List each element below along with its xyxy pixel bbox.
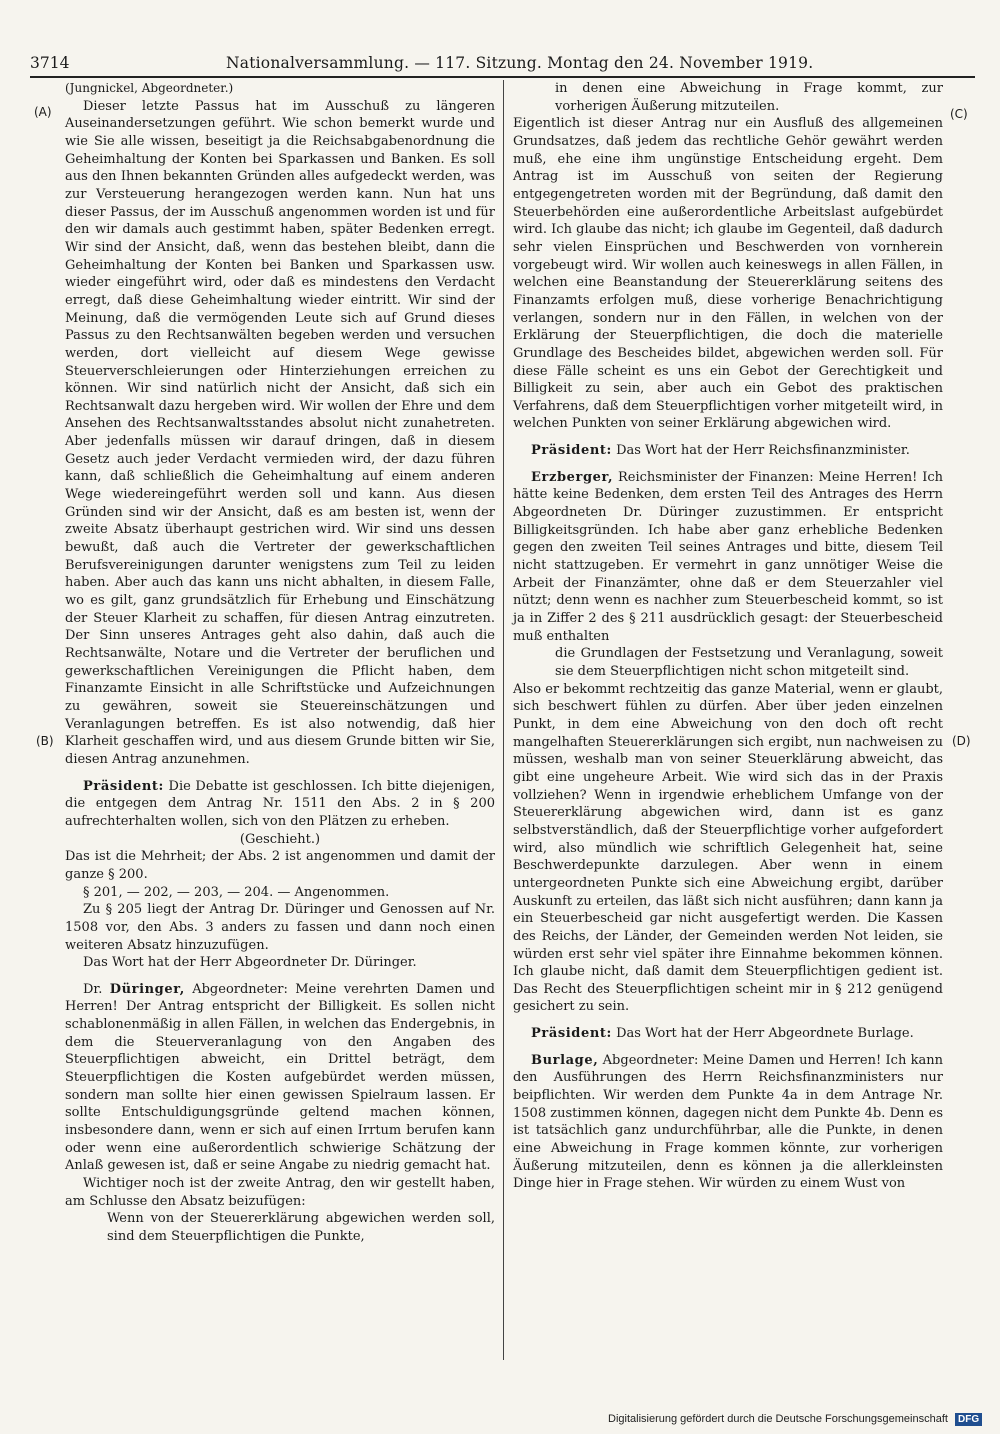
president-statement-1: Präsident: Die Debatte ist geschlossen. Ich bitte diejenigen, die entgegen dem Antrag Nr. 1511 den Abs. 2 in § 200 aufrechterhalten wollen, sich von den Plätzen zu erheben. (65, 778, 495, 829)
paragraph-votes: § 201, — 202, — 203, — 204. — Angenommen. (83, 884, 390, 900)
jungnickel-paragraph: Dieser letzte Passus hat im Ausschuß zu längeren Auseinandersetzungen geführt. Wie schon bemerkt wurde und wie Sie alle wissen, beseitigt ja die Reichsabgabenordnung die Geheimhaltung der Konten bei Sparkassen und Banken. Es soll aus den Ihnen bekannten Gründen alles aufgedeckt werden, was zur Versteuerung herangezogen werden kann. Nun hat uns dieser Passus, der im Ausschuß angenommen worden ist und für den wir damals auch gestimmt haben, später Bedenken erregt. Wir sind der Ansicht, daß, wenn das bestehen bleibt, dann die Geheimhaltung der Konten bei Banken und Sparkassen usw. wieder eingeführt wird, oder daß es mindestens den Verdacht erregt, daß diese Geheimhaltung wieder eintritt. Wir sind der Meinung, daß die vermögenden Leute sich auf Grund dieses Passus zu den Rechtsanwälten begeben werden und versuchen werden, dort vielleicht auf diesem Wege gewisse Steuerverschleierungen oder Hinterziehungen erreichen zu können. Wir sind natürlich nicht der Ansicht, daß sich ein Rechtsanwalt dazu hergeben wird. Wir wollen der Ehre und dem Ansehen des Rechtsanwaltsstandes absolut nicht zunahetreten. Aber jedenfalls müssen wir darauf dringen, daß in diesem Gesetz auch jeder Verdacht vermieden wird, der dazu führen kann, daß schließlich die Geheimhaltung auf einem anderen Wege wiedereingeführt werden soll und kann. Aus diesen Gründen sind wir der Ansicht, daß es am besten ist, wenn der zweite Absatz überhaupt gestrichen wird. Wir sind uns dessen bewußt, daß auch die Vertreter der gewerkschaftlichen Berufsvereinigungen darunter wenigstens zum Teil zu leiden haben. Aber auch das kann uns nicht abhalten, in diesem Falle, wo es gilt, ganz grundsätzlich für Erhebung und Einschätzung der Steuer Klarheit zu schaffen, für diesen Antrag einzutreten. Der Sinn unseres Antrages geht also dahin, daß auch die Rechtsanwälte, Notare und die Vertreter der beruflichen und gewerkschaftlichen Vereinigungen die Pflicht haben, dem Finanzamte Einsicht in alle Schriftstücke und Aufzeichnungen zu gewähren, soweit sie Steuereinschätzungen und Veranlagungen betreffen. Es ist also notwendig, daß hier Klarheit geschaffen wird, und aus diesem Grunde bitten wir Sie, diesen Antrag anzunehmen. (65, 98, 495, 767)
stage-direction: (Geschieht.) (239, 831, 321, 847)
dueringer-paragraph-2: Wichtiger noch ist der zweite Antrag, den wir gestellt haben, am Schlusse den Absatz beizufügen: (65, 1176, 495, 1209)
carry-over-speaker: (Jungnickel, Abgeordneter.) (65, 81, 234, 95)
motion-205: Zu § 205 liegt der Antrag Dr. Düringer und Genossen auf Nr. 1508 vor, den Abs. 3 anders zu fassen und dann noch einen weiteren Absatz hinzuzufügen. (65, 902, 495, 953)
margin-mark-b: (B) (36, 734, 54, 748)
quote-continuation: in denen eine Abweichung in Frage kommt, zur vorherigen Äußerung mitzuteilen. (555, 81, 943, 114)
header-rule (30, 76, 975, 78)
president-statement-2: Präsident: Das Wort hat der Herr Reichsfinanzminister. (531, 443, 910, 459)
speaker-name: Burlage, (531, 1052, 599, 1068)
page-number: 3714 (30, 54, 70, 72)
speaker-name: Präsident: (531, 443, 612, 459)
speaker-name: Düringer, (109, 981, 185, 997)
speaker-name: Präsident: (83, 778, 164, 794)
margin-mark-d: (D) (952, 734, 971, 748)
left-column (65, 80, 495, 1246)
running-head: Nationalversammlung. — 117. Sitzung. Montag den 24. November 1919. (226, 54, 814, 72)
digitization-footer (608, 1412, 988, 1426)
page-header (30, 50, 975, 76)
floor-given: Das Wort hat der Herr Abgeordneter Dr. Düringer. (83, 955, 417, 971)
dueringer-speech: Dr. Düringer, Abgeordneter: Meine verehrten Damen und Herren! Der Antrag entspricht der Billigkeit. Es sollen nicht schablonenmäßig in allen Fällen, in welchen das Endergebnis, in dem die Steuerveranlagung von den Angaben des Steuerpflichtigen abweicht, ein Drittel beträgt, dem Steuerpflichtigen die Kosten aufgebürdet werden müssen, sondern man sollte hier einen gewissen Spielraum lassen. Er sollte Entschuldigungsgründe geltend machen können, insbesondere dann, wenn er sich auf einen Irrtum berufen kann oder wenn eine außerordentlich schwierige Schätzung der Anlaß gewesen ist, daß er seine Angabe zu niedrig gemacht hat. (65, 981, 495, 1174)
column-divider (503, 80, 504, 1360)
right-column (513, 80, 943, 1193)
dueringer-quote: Wenn von der Steuererklärung abgewichen werden soll, sind dem Steuerpflichtigen die Punkte, (107, 1211, 495, 1244)
dueringer-paragraph-3: Eigentlich ist dieser Antrag nur ein Ausfluß des allgemeinen Grundsatzes, daß jedem das rechtliche Gehör gewährt werden muß, ehe eine ihm ungünstige Entscheidung ergeht. Dem Antrag ist im Ausschuß von seiten der Regierung entgegengetreten worden mit der Begründung, daß damit den Steuerbehörden eine außerordentliche Arbeitslast aufgebürdet wird. Ich glaube das nicht; ich glaube im Gegenteil, daß dadurch sehr vielen Einsprüchen und Beschwerden von vornherein vorgebeugt wird. Wir wollen auch keineswegs in allen Fällen, in welchen eine Beanstandung der Steuererklärung seitens des Finanzamts erfolgen muß, diese vorherige Benachrichtigung verlangen, sondern nur in den Fällen, in welchen von der Erklärung der Steuerpflichtigen, die doch die materielle Grundlage des Bescheides bildet, abgewichen werden soll. Für diese Fälle scheint es uns ein Gebot der Gerechtigkeit und Billigkeit zu sein, aber auch ein Gebot des praktischen Verfahrens, daß dem Steuerpflichtigen vorher mitgeteilt wird, in welchen Punkten von seiner Erklärung abgewichen wird. (513, 116, 943, 432)
margin-mark-c: (C) (950, 107, 968, 121)
dfg-logo: DFG (955, 1413, 982, 1426)
margin-mark-a: (A) (34, 105, 52, 119)
erzberger-quote: die Grundlagen der Festsetzung und Veranlagung, soweit sie dem Steuerpflichtigen nicht schon mitgeteilt sind. (555, 646, 943, 679)
vote-result: Das ist die Mehrheit; der Abs. 2 ist angenommen und damit der ganze § 200. (65, 849, 495, 882)
speaker-name: Präsident: (531, 1026, 612, 1042)
erzberger-speech: Erzberger, Reichsminister der Finanzen: Meine Herren! Ich hätte keine Bedenken, dem ersten Teil des Antrages des Herrn Abgeordneten Dr. Düringer zuzustimmen. Er entspricht Billigkeitsgründen. Ich habe aber ganz erhebliche Bedenken gegen den zweiten Teil seines Antrages und bitte, diesem Teil nicht stattzugeben. Er vermehrt in ganz unnötiger Weise die Arbeit der Finanzämter, ohne daß er dem Steuerzahler viel nützt; denn wenn es nachher zum Steuerbescheid kommt, so ist ja in Ziffer 2 des § 211 ausdrücklich gesagt: der Steuerbescheid muß enthalten (513, 469, 943, 644)
burlage-speech: Burlage, Abgeordneter: Meine Damen und Herren! Ich kann den Ausführungen des Herrn Reichsfinanzministers nur beipflichten. Wir werden dem Punkte 4a in dem Antrage Nr. 1508 zustimmen können, dagegen nicht dem Punkte 4b. Denn es ist tatsächlich ganz undurchführbar, alle die Punkte, in denen eine Abweichung in Frage kommen könnte, zur vorherigen Äußerung mitzuteilen, denn es können ja die allerkleinsten Dinge hier in Frage stehen. Wir würden zu einem Wust von (513, 1052, 944, 1192)
footer-text: Digitalisierung gefördert durch die Deutsche Forschungsgemeinschaft (608, 1413, 948, 1425)
president-statement-3: Präsident: Das Wort hat der Herr Abgeordnete Burlage. (531, 1026, 914, 1042)
speaker-name: Erzberger, (531, 469, 614, 485)
erzberger-paragraph-2: Also er bekommt rechtzeitig das ganze Material, wenn er glaubt, sich beschwert fühlen zu dürfen. Aber über jeden einzelnen Punkt, in dem eine Abweichung von den doch oft recht mangelhaften Steuererklärungen sich ergibt, nun nachweisen zu müssen, weshalb man von seiner Steuerklärung abweicht, das gibt eine ungeheure Arbeit. Wie wird sich das in der Praxis vollziehen? Wenn in irgendwie erheblichem Umfange von der Steuererklärung abgewichen wird, dann ist es ganz selbstverständlich, daß der Steuerpflichtige vorher aufgefordert wird, also mündlich wie schriftlich Gelegenheit hat, seine Beschwerdepunkte darzulegen. Aber wenn in einem untergeordneten Punkte sich eine Abweichung ergibt, darüber Auskunft zu erteilen, das läßt sich nicht ausführen; dann kann ja ein Steuerbescheid gar nicht ausgefertigt werden. Die Kassen des Reichs, der Länder, der Gemeinden werden Not leiden, sie würden erst sehr viel später ihre Einnahme bekommen können. Ich glaube nicht, daß damit dem Steuerpflichtigen gedient ist. Das Recht des Steuerpflichtigen scheint mir in § 212 genügend gesichert zu sein. (513, 681, 943, 1015)
